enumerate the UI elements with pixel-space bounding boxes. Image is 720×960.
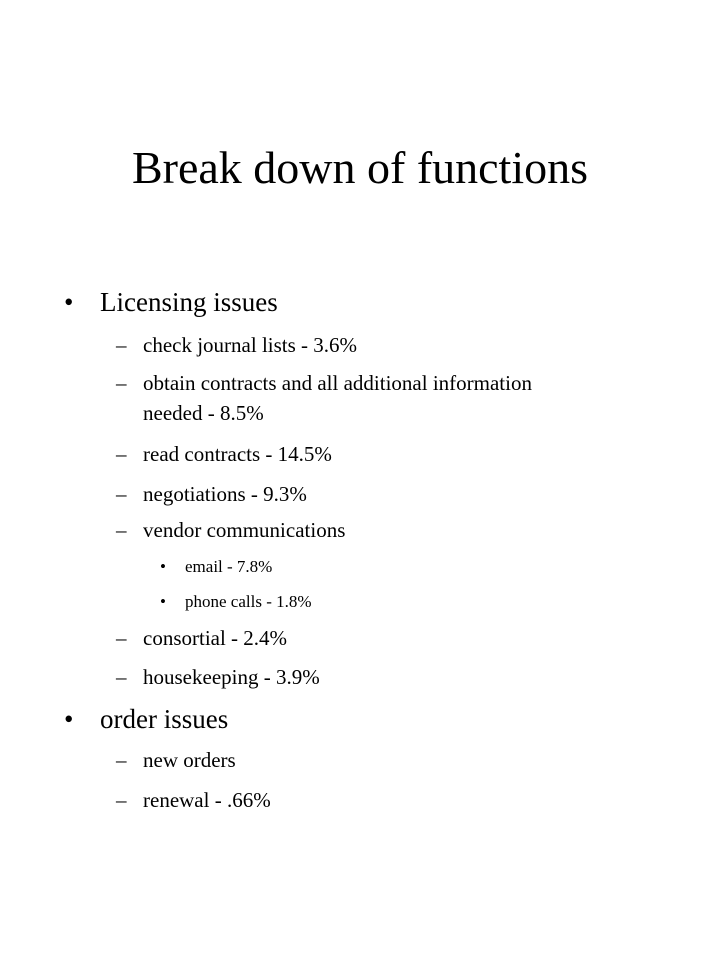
dash-marker: – xyxy=(116,333,127,357)
slide-title: Break down of functions xyxy=(131,142,589,193)
list-item-label: obtain contracts and all additional information xyxy=(143,371,532,395)
section-heading: order issues xyxy=(100,704,229,734)
sub-list-item-label: email - 7.8% xyxy=(185,557,273,576)
dash-marker: – xyxy=(116,482,127,506)
list-item-label: vendor communications xyxy=(143,518,346,542)
dash-marker: – xyxy=(116,518,127,542)
list-item-label: renewal - .66% xyxy=(143,788,271,812)
sub-list-item-label: phone calls - 1.8% xyxy=(185,592,312,611)
dash-marker: – xyxy=(116,788,127,812)
dash-marker: – xyxy=(116,371,127,395)
list-item-label: housekeeping - 3.9% xyxy=(143,665,320,689)
list-item-label: consortial - 2.4% xyxy=(143,626,288,650)
list-item-label: negotiations - 9.3% xyxy=(143,482,307,506)
bullet-marker: • xyxy=(64,704,74,734)
dash-marker: – xyxy=(116,665,127,689)
list-item-label: read contracts - 14.5% xyxy=(143,442,332,466)
bullet-marker: • xyxy=(64,287,74,317)
bullet-marker: • xyxy=(160,592,166,611)
list-item-label: check journal lists - 3.6% xyxy=(143,333,358,357)
dash-marker: – xyxy=(116,442,127,466)
list-item-label-continued: needed - 8.5% xyxy=(143,401,264,425)
section-heading: Licensing issues xyxy=(100,287,278,317)
dash-marker: – xyxy=(116,626,127,650)
list-item-label: new orders xyxy=(143,748,236,772)
bullet-marker: • xyxy=(160,557,166,576)
dash-marker: – xyxy=(116,748,127,772)
